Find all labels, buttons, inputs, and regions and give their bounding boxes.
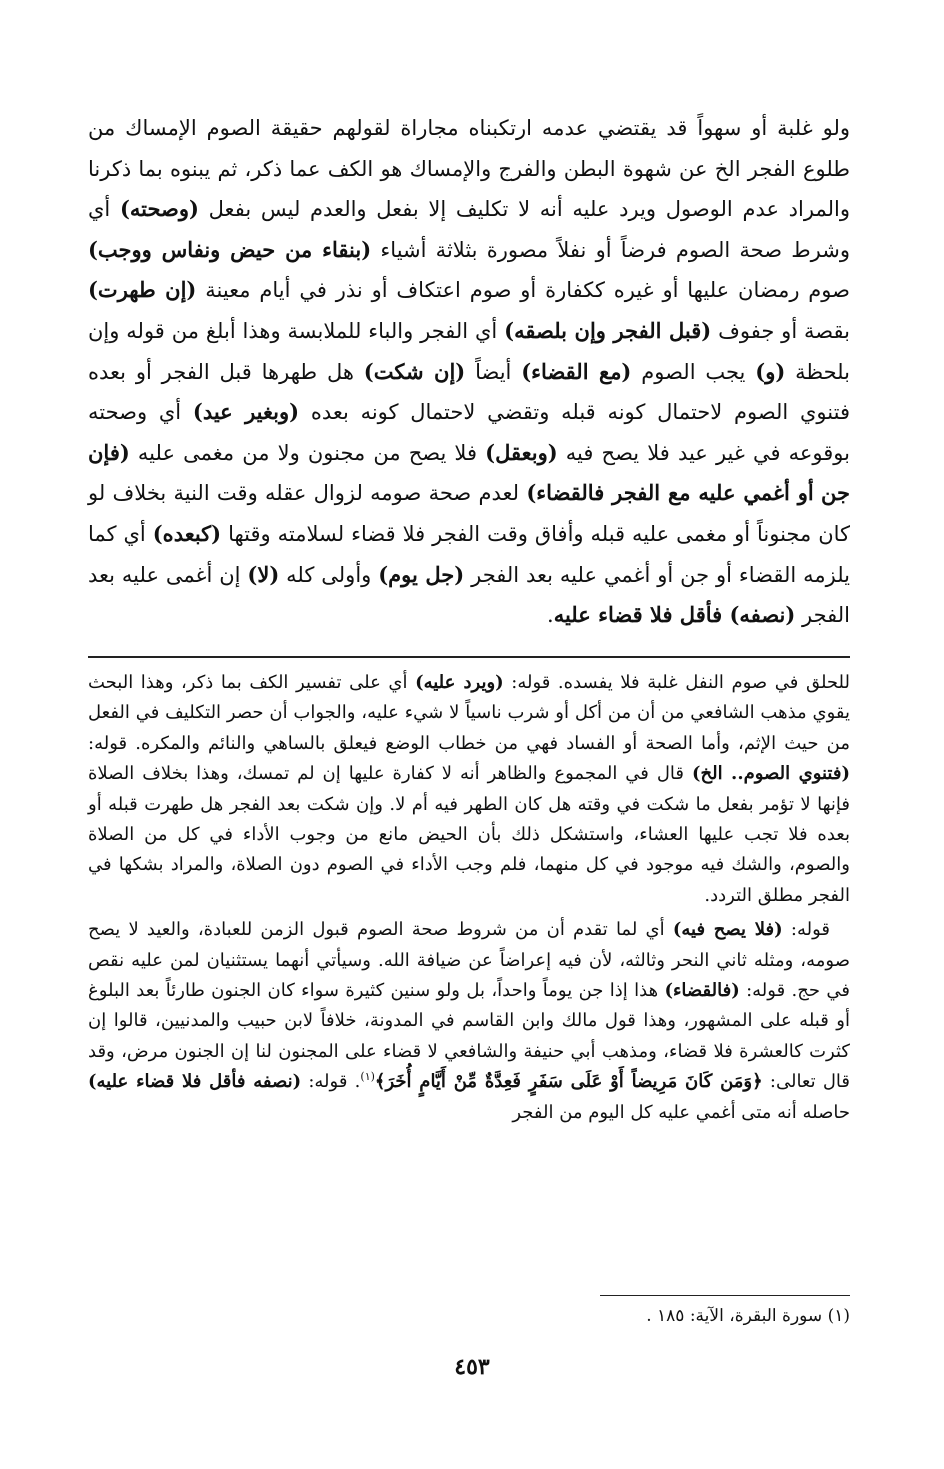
matn-term: (لا): [247, 561, 280, 587]
footnote-reference[interactable]: (١): [360, 1070, 375, 1084]
commentary-paragraph-2: [88, 915, 850, 1128]
main-line-7: وإن بلحظة: [88, 318, 850, 384]
commentary-text: أي لما تقدم أن من شروط صحة الصوم قبول الزمن للعبادة، والعيد لا يصح صومه، ومثله ثاني النحر وثالثه، لأن فيه إعراضاً عن ضيافة الله. وسيأتي أنهما يستثنيان لمن عليه نقص في حج. قوله:: [88, 919, 850, 1002]
commentary-text: حاصله أنه متى أغمي عليه كل اليوم من الفجر: [512, 1101, 850, 1123]
matn-term: (وبعقل): [485, 439, 558, 465]
main-line-8: فتنوي الصوم لاحتمال كونه قبله وتقضي لاحتمال كونه بعده: [310, 400, 850, 425]
commentary-text: قال في المجموع والظاهر أنه لا كفارة عليها إن لم تمسك، وهذا بخلاف الصلاة فإنها لا تؤمر بفعل ما شكت في وقته هل كان الطهر فيه أم لا. وإن شكت بعد الفجر هل طهرت قبله أو بعده فلا تجب عليها العشاء، واستشكل ذلك بأن الحيض مانع من وجوب الأداء في كل من الصلاة والصوم، والشك فيه موجود في كل منهما، فلم وجب الأداء في الصوم دون الصلاة، والمراد بشكها في الفجر مطلق التردد.: [88, 763, 850, 906]
commentary-text: قوله:: [790, 919, 830, 941]
quoted-term: (ويرد عليه): [415, 672, 504, 693]
matn-term: (إن شكت): [363, 358, 466, 384]
separator-rule: [88, 656, 850, 658]
main-text-segment: أي كما: [88, 521, 146, 546]
main-line-3: والمراد عدم الوصول ويرد عليه أنه لا تكليف إلا بفعل والعدم ليس بفعل: [208, 197, 850, 222]
matn-term: (بنقاء من حيض ونفاس ووجب): [88, 236, 372, 262]
commentary-paragraph-1: [88, 668, 850, 911]
main-line-13: الفجر: [802, 603, 850, 628]
main-text-end: .: [547, 603, 554, 628]
quoted-term: (فالقضاء): [664, 980, 740, 1002]
main-text-segment: وأولى كله: [286, 562, 372, 587]
matn-term: (قبل الفجر وإن بلصقه): [504, 317, 712, 343]
main-text-segment: إن أغمى عليه بعد: [88, 562, 241, 587]
matn-term: (فإن جن: [88, 439, 850, 506]
main-line-6: بقصة أو جفوف: [718, 318, 850, 343]
main-line-1: ولو غلبة أو سهواً قد يقتضي عدمه ارتكبناه مجاراة لقولهم حقيقة الصوم الإمساك من طلوع: [88, 116, 850, 181]
quran-verse: ﴿وَمَن كَانَ مَرِيضاً أَوْ عَلَى سَفَرٍ فَعِدَّةٌ مِّنْ أَيَّامٍ أُخَرَ﴾: [374, 1071, 763, 1093]
main-text-segment: أي وصحته: [88, 400, 182, 425]
main-line-4: وشرط صحة الصوم فرضاً أو نفلاً مصورة بثلاثة أشياء: [380, 237, 851, 262]
matn-term: (وبغير عيد): [192, 399, 300, 425]
main-line-5: صوم رمضان عليها أو غيره ككفارة أو صوم اعتكاف أو نذر في أيام معينة: [205, 278, 850, 303]
main-line-2: الفجر الخ عن شهوة البطن والفرج والإمساك هو الكف عما ذكر، ثم يبنوه بما ذكرنا: [88, 156, 796, 181]
main-text-segment: أيضاً: [475, 359, 512, 384]
matn-term: (مع القضاء): [521, 358, 632, 384]
quoted-term: (فتنوي الصوم.. الخ): [691, 763, 850, 785]
main-text-segment: أي الفجر والباء للملابسة وهذا أبلغ من قوله: [126, 318, 498, 343]
commentary-text: هذا إذا جن يوماً واحداً، بل ولو سنين كثيرة سواء كان الجنون طارئاً بعد البلوغ أو قبله على المشهور، وهذا قول مالك وابن القاسم في المدونة، خلافاً لابن حبيب والمدنيين، قالوا إن كثرت كالعشرة فلا قضاء، ومذهب أبي حنيفة والشافعي لا قضاء على المجنون لنا إن الجنون مرض، وقد قال تعالى:: [88, 980, 851, 1093]
main-text-segment: يجب الصوم: [641, 359, 746, 384]
matn-term: (وصحته): [119, 196, 199, 222]
quoted-term: (نصفه فأقل فلا قضاء عليه): [88, 1071, 302, 1093]
main-line-12: يلزمه القضاء أو جن أو أغمي عليه بعد الفجر: [471, 562, 850, 587]
matn-term: (نصفه) فأقل فلا قضاء عليه: [553, 602, 796, 628]
matn-term: (إن طهرت): [88, 277, 197, 303]
quoted-term: (فلا يصح فيه): [672, 919, 783, 941]
main-line-9: بوقوعه في غير عيد فلا يصح فيه: [565, 440, 850, 465]
matn-term: أو أغمي عليه مع الفجر فالقضاء): [526, 480, 814, 506]
commentary-text: أي على تفسير الكف بما ذكر، وهذا البحث يقوي مذهب الشافعي من أن من أكل أو شرب ناسياً لا شيء عليه، والجواب أن حصر التكليف في الفعل من حيث الإثم، وأما الصحة أو الفساد فهي من خطاب الوضع فيعلق بالساهي والنائم والمكره. قوله:: [88, 672, 850, 754]
matn-term: (و): [755, 358, 786, 384]
main-text-segment: أي: [88, 197, 111, 222]
main-paragraph: [88, 108, 850, 636]
main-text-segment: هل طهرها قبل الفجر أو بعده: [88, 359, 354, 384]
page-number: ٤٥٣: [454, 1354, 490, 1380]
commentary-text: للحلق في صوم النفل غلبة فلا يفسده. قوله:: [511, 672, 850, 693]
footnote-separator: [600, 1295, 850, 1296]
main-text-segment: فلا يصح من مجنون ولا من مغمى عليه: [137, 440, 478, 465]
main-line-10: لعدم صحة صومه لزوال عقله وقت النية بخلاف لو: [88, 481, 520, 506]
matn-term: (كبعده): [152, 520, 222, 546]
commentary: [88, 668, 850, 1128]
main-line-11: كان مجنوناً أو مغمى عليه قبله وأفاق وقت الفجر فلا قضاء لسلامته وقتها: [228, 521, 851, 546]
commentary-text: . قوله:: [308, 1071, 361, 1093]
main-text: [88, 108, 850, 636]
footnote: (١) سورة البقرة، الآية: ١٨٥ .: [646, 1306, 850, 1326]
matn-term: (جل يوم): [378, 561, 465, 587]
